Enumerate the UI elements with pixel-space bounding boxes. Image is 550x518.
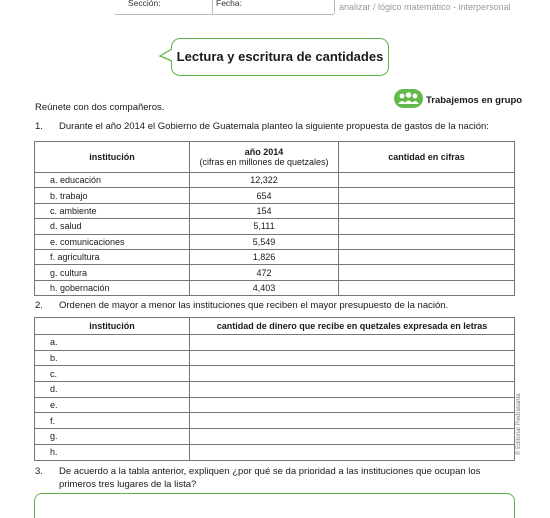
ranking-table (34, 317, 515, 461)
institution-cell: c. ambiente (35, 203, 190, 218)
table-row (35, 265, 515, 280)
table-row (35, 382, 515, 398)
question-number: 1. (35, 121, 43, 132)
instruction: Reúnete con dos compañeros. (35, 102, 165, 113)
institution-cell: a. educación (35, 173, 190, 188)
answer-cell[interactable] (190, 444, 515, 460)
table-row (35, 350, 515, 366)
table-row (35, 173, 515, 188)
col-institution: institución (35, 142, 190, 173)
year-note: (cifras en millones de quetzales) (199, 157, 329, 167)
col-amount-words: cantidad de dinero que recibe en quetzales expresada en letras (190, 318, 515, 335)
table-row (35, 234, 515, 249)
value-cell: 472 (190, 265, 339, 280)
answer-cell[interactable] (190, 382, 515, 398)
amount-cell[interactable] (339, 203, 515, 218)
header-strip (0, 0, 550, 16)
question-text-line-1: De acuerdo a la tabla anterior, expliquen ¿por qué se da prioridad a las instituciones que ocupan los (59, 466, 481, 477)
row-letter[interactable]: c. (35, 366, 190, 382)
col-amount: cantidad en cifras (339, 142, 515, 173)
col-institution: institución (35, 318, 190, 335)
row-letter[interactable]: b. (35, 350, 190, 366)
question-text: Durante el año 2014 el Gobierno de Guatemala planteo la siguiente propuesta de gastos de la nación: (59, 121, 489, 132)
table-row (35, 444, 515, 460)
value-cell: 1,826 (190, 249, 339, 264)
budget-table (34, 141, 515, 296)
question-text-line-2: primeros tres lugares de la lista? (59, 479, 197, 490)
amount-cell[interactable] (339, 280, 515, 295)
page-title: Lectura y escritura de cantidades (176, 49, 384, 64)
group-people-icon (394, 89, 423, 108)
header-divider (334, 0, 335, 14)
question-text: Ordenen de mayor a menor las instituciones que reciben el mayor presupuesto de la nación. (59, 300, 449, 311)
table-header-row (35, 142, 515, 173)
amount-cell[interactable] (339, 265, 515, 280)
publisher-credit: © Editorial Piedrasanta (516, 393, 522, 455)
header-underline (115, 14, 334, 15)
answer-cell[interactable] (190, 366, 515, 382)
row-letter[interactable]: a. (35, 335, 190, 351)
table-row (35, 429, 515, 445)
institution-cell: g. cultura (35, 265, 190, 280)
amount-cell[interactable] (339, 249, 515, 264)
row-letter[interactable]: d. (35, 382, 190, 398)
header-divider (212, 0, 213, 14)
institution-cell: e. comunicaciones (35, 234, 190, 249)
table-row (35, 249, 515, 264)
answer-cell[interactable] (190, 335, 515, 351)
row-letter[interactable]: e. (35, 397, 190, 413)
value-cell: 12,322 (190, 173, 339, 188)
amount-cell[interactable] (339, 219, 515, 234)
question-number: 3. (35, 466, 43, 477)
value-cell: 154 (190, 203, 339, 218)
table-row (35, 280, 515, 295)
skills-text: analizar / lógico matemático - interpersonal (339, 2, 511, 12)
table-row (35, 413, 515, 429)
table-row (35, 397, 515, 413)
amount-cell[interactable] (339, 188, 515, 203)
table-row (35, 335, 515, 351)
col-year (190, 142, 339, 173)
row-letter[interactable]: g. (35, 429, 190, 445)
institution-cell: f. agricultura (35, 249, 190, 264)
section-label: Sección: (128, 0, 161, 8)
table-row (35, 203, 515, 218)
answer-box[interactable] (34, 493, 515, 518)
table-row (35, 366, 515, 382)
answer-cell[interactable] (190, 429, 515, 445)
row-letter[interactable]: f. (35, 413, 190, 429)
institution-cell: d. salud (35, 219, 190, 234)
value-cell: 654 (190, 188, 339, 203)
table-row (35, 219, 515, 234)
date-label: Fecha: (216, 0, 242, 8)
institution-cell: h. gobernación (35, 280, 190, 295)
amount-cell[interactable] (339, 173, 515, 188)
table-header-row (35, 318, 515, 335)
year-label: año 2014 (244, 147, 284, 157)
answer-cell[interactable] (190, 413, 515, 429)
row-letter[interactable]: h. (35, 444, 190, 460)
amount-cell[interactable] (339, 234, 515, 249)
group-work-label: Trabajemos en grupo (426, 95, 523, 106)
question-3-line-2 (59, 479, 509, 490)
table-row (35, 188, 515, 203)
value-cell: 5,549 (190, 234, 339, 249)
answer-cell[interactable] (190, 397, 515, 413)
institution-cell: b. trabajo (35, 188, 190, 203)
question-number: 2. (35, 300, 43, 311)
value-cell: 4,403 (190, 280, 339, 295)
answer-cell[interactable] (190, 350, 515, 366)
value-cell: 5,111 (190, 219, 339, 234)
